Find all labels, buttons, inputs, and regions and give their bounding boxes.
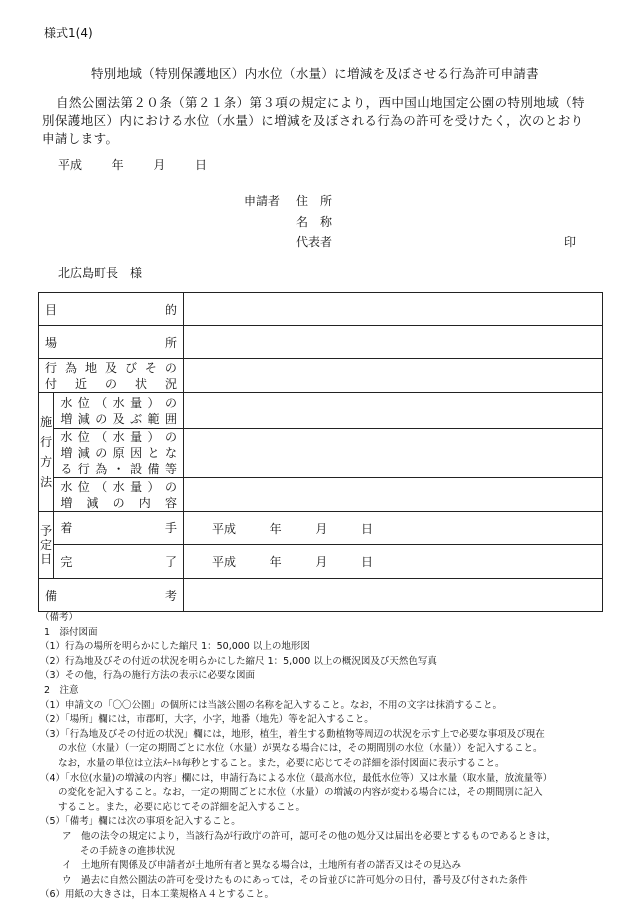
notes-section	[40, 611, 610, 903]
method-range-label	[54, 393, 184, 429]
finish-date-year: 年	[269, 555, 282, 569]
finish-date-field[interactable]	[184, 545, 603, 579]
note-line: の変化を記入すること。なお，一定の期間ごとに水位（水量）の増減の内容が変わる場合には，その期間別に記入	[58, 787, 543, 799]
date-day: 日	[195, 158, 208, 172]
place-label-text: 場 所	[45, 335, 177, 350]
start-date-era: 平成	[212, 521, 237, 536]
method-content-line2: 増 減 の 内 容	[60, 495, 177, 510]
remarks-label	[39, 579, 184, 612]
method-cause-field[interactable]	[184, 429, 603, 478]
method-group-label: 施 行 方 法	[39, 393, 54, 512]
method-content-field[interactable]	[184, 478, 603, 512]
remarks-field[interactable]	[184, 579, 603, 612]
purpose-field[interactable]	[184, 293, 603, 326]
applicant-representative-label: 代表者	[296, 235, 333, 249]
note-line: 2 注意	[44, 684, 79, 696]
note-line: （3）「行為地及びその付近の状況」欄には，地形，植生，着生する動植物等周辺の状況を示す上で必要な事項及び現在	[40, 728, 545, 740]
seal-mark: 印	[564, 235, 577, 249]
date-year: 年	[111, 158, 124, 172]
addressee: 北広島町長 様	[58, 266, 143, 280]
method-cause-label	[54, 429, 184, 478]
note-line: その手続きの進捗状況	[80, 845, 176, 857]
method-content-line1: 水 位 （ 水 量 ） の	[60, 479, 177, 494]
form-number: 様式1(4)	[44, 26, 93, 40]
note-line: （備考）	[40, 612, 79, 623]
site-status-label	[39, 359, 184, 393]
note-line: （6）用紙の大きさは，日本工業規格Ａ４とすること。	[40, 889, 275, 901]
finish-label	[54, 545, 184, 579]
method-range-line1: 水 位 （ 水 量 ） の	[60, 395, 177, 410]
application-date	[58, 156, 207, 173]
document-title: 特別地域（特別保護地区）内水位（水量）に増減を及ぼさせる行為許可申請書	[90, 66, 539, 81]
date-month: 月	[153, 158, 166, 172]
method-cause-line2: 増 減 の 原 因 と な	[60, 446, 177, 460]
purpose-label-text: 目 的	[45, 302, 177, 317]
start-date-year: 年	[269, 521, 282, 536]
method-range-line2: 増 減 の 及 ぶ 範 囲	[60, 411, 177, 426]
method-cause-line3: る 行 為 ・ 設 備 等	[60, 462, 177, 476]
note-line: （4）「水位(水量)の増減の内容」欄には，申請行為による水位（最高水位，最低水位等）又は水量（取水量，放流量等）	[40, 772, 553, 784]
method-cause-line1: 水 位 （ 水 量 ） の	[60, 430, 177, 444]
date-era: 平成	[58, 158, 83, 172]
place-field[interactable]	[184, 326, 603, 359]
start-label	[54, 512, 184, 545]
start-date-month: 月	[315, 521, 328, 536]
start-label-text: 着 手	[60, 521, 177, 535]
note-line: 1 添付図面	[44, 626, 98, 638]
start-date-field[interactable]	[184, 512, 603, 545]
remarks-label-text: 備 考	[45, 588, 177, 603]
note-line: （3）その他，行為の施行方法の表示に必要な図面	[40, 670, 256, 682]
site-status-line1: 行 為 地 及 び そ の	[45, 360, 177, 375]
finish-date-month: 月	[315, 555, 328, 569]
note-line: （1）行為の場所を明らかにした縮尺 1：50,000 以上の地形図	[40, 641, 310, 653]
method-content-label	[54, 478, 184, 512]
finish-date-day: 日	[361, 555, 374, 569]
note-line: （2）「場所」欄には，市郡町，大字，小字，地番（地先）等を記入すること。	[40, 714, 374, 726]
note-line: ウ 過去に自然公園法の許可を受けたものにあっては，その旨並びに許可処分の日付，番号及び付された条件	[62, 874, 528, 886]
finish-date-era: 平成	[212, 555, 237, 569]
start-date-day: 日	[361, 521, 374, 536]
note-line: なお，水量の単位は立法ﾒｰﾄﾙ毎秒とすること。また，必要に応じてその詳細を添付図面に表示すること。	[58, 757, 505, 769]
note-line: すること。また，必要に応じてその詳細を記入すること。	[58, 801, 306, 813]
note-line: （2）行為地及びその付近の状況を明らかにした縮尺 1：5,000 以上の概況図及び天然色写真	[40, 655, 437, 667]
site-status-field[interactable]	[184, 359, 603, 393]
applicant-name-label: 名 称	[296, 215, 333, 229]
note-line: ア 他の法令の規定により，当該行為が行政庁の許可，認可その他の処分又は届出を必要とするものであるときは，	[62, 830, 557, 842]
intro-text: 自然公園法第２０条（第２１条）第３項の規定により，西中国山地国定公園の特別地域（特別保護地区）内における水位（水量）に増減を及ぼされる行為の許可を受けたく，次のとおり申請します。	[42, 95, 585, 146]
method-range-field[interactable]	[184, 393, 603, 429]
finish-label-text: 完 了	[60, 554, 177, 569]
site-status-line2: 付 近 の 状 況	[45, 376, 177, 391]
schedule-group-label: 予 定 日	[39, 512, 54, 579]
application-table	[38, 292, 603, 612]
note-line: （5）「備考」欄には次の事項を記入すること。	[40, 816, 241, 828]
note-line: （1）申請文の「〇〇公園」の個所には当該公園の名称を記入すること。なお，不用の文字は抹消すること。	[40, 699, 503, 711]
purpose-label	[39, 293, 184, 326]
applicant-address-label: 住 所	[296, 194, 333, 208]
note-line: イ 土地所有関係及び申請者が土地所有者と異なる場合は，土地所有者の諾否又はその見込み	[62, 860, 462, 872]
applicant-label: 申請者	[244, 194, 281, 208]
note-line: の水位（水量）（一定の期間ごとに水位（水量）が異なる場合には，その期間別の水位（水量））を記入すること。	[58, 743, 543, 755]
place-label	[39, 326, 184, 359]
